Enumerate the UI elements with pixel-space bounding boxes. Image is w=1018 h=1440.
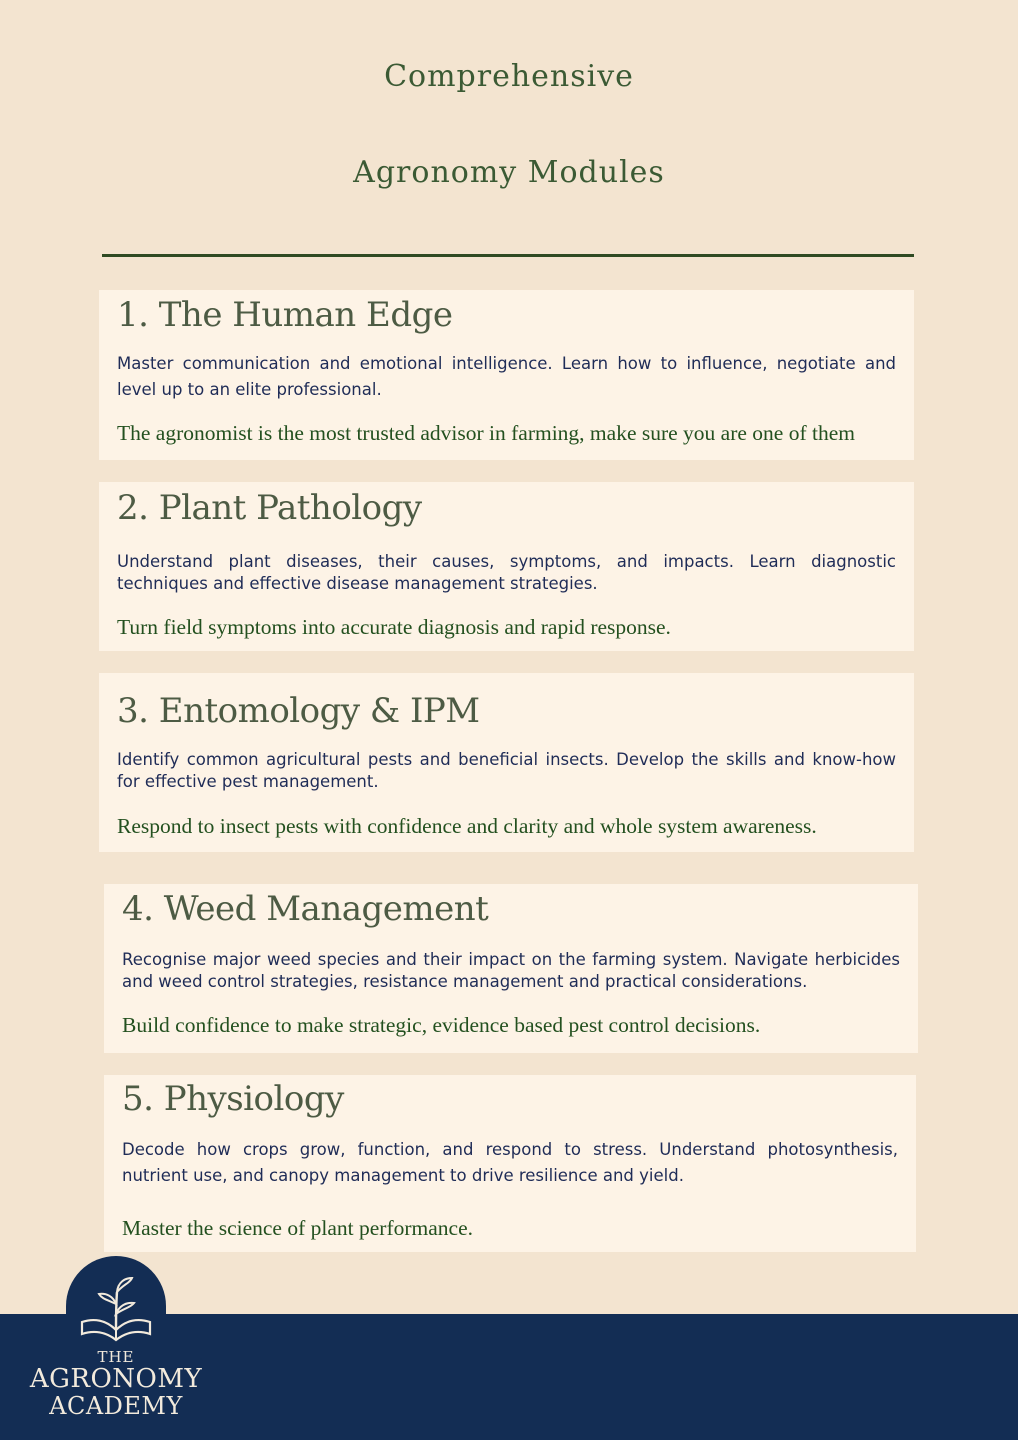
module-tagline: Respond to insect pests with confidence and clarity and whole system awareness. <box>117 814 817 838</box>
module-title: 5. Physiology <box>122 1079 344 1119</box>
module-description: Identify common agricultural pests and beneficial insects. Develop the skills and know-how for effective pest management. <box>117 750 896 791</box>
module-card-physiology <box>104 1075 916 1252</box>
module-title: 3. Entomology & IPM <box>117 691 480 731</box>
module-tagline: Master the science of plant performance. <box>122 1216 474 1240</box>
module-card-entomology-ipm <box>99 673 914 852</box>
logo-academy: ACADEMY <box>49 1392 183 1420</box>
module-description: Master communication and emotional intelligence. Learn how to influence, negotiate and level up to an elite professional. <box>117 354 896 399</box>
module-title: 4. Weed Management <box>122 889 489 929</box>
module-tagline: Build confidence to make strategic, evidence based pest control decisions. <box>122 1013 761 1037</box>
logo-the: THE <box>97 1348 135 1366</box>
module-description: Decode how crops grow, function, and respond to stress. Understand photosynthesis, nutrient use, and canopy management to drive resilience and yield. <box>122 1140 898 1185</box>
module-tagline: The agronomist is the most trusted advisor in farming, make sure you are one of them <box>117 421 855 445</box>
page-title-line-1: Comprehensive <box>384 59 634 94</box>
page-title-line-2: Agronomy Modules <box>353 155 665 190</box>
module-title: 1. The Human Edge <box>117 295 453 335</box>
module-description: Understand plant diseases, their causes, symptoms, and impacts. Learn diagnostic techniques and effective disease management strategies. <box>117 552 896 593</box>
module-description: Recognise major weed species and their impact on the farming system. Navigate herbicides and weed control strategies, resistance management and practical considerations. <box>122 950 900 991</box>
module-tagline: Turn field symptoms into accurate diagnosis and rapid response. <box>117 615 671 639</box>
title-divider <box>102 254 914 257</box>
module-card-plant-pathology <box>99 482 914 651</box>
module-card-human-edge <box>99 290 914 460</box>
module-title: 2. Plant Pathology <box>117 488 422 528</box>
module-card-weed-management <box>104 884 918 1053</box>
logo-agronomy: AGRONOMY <box>29 1364 203 1394</box>
